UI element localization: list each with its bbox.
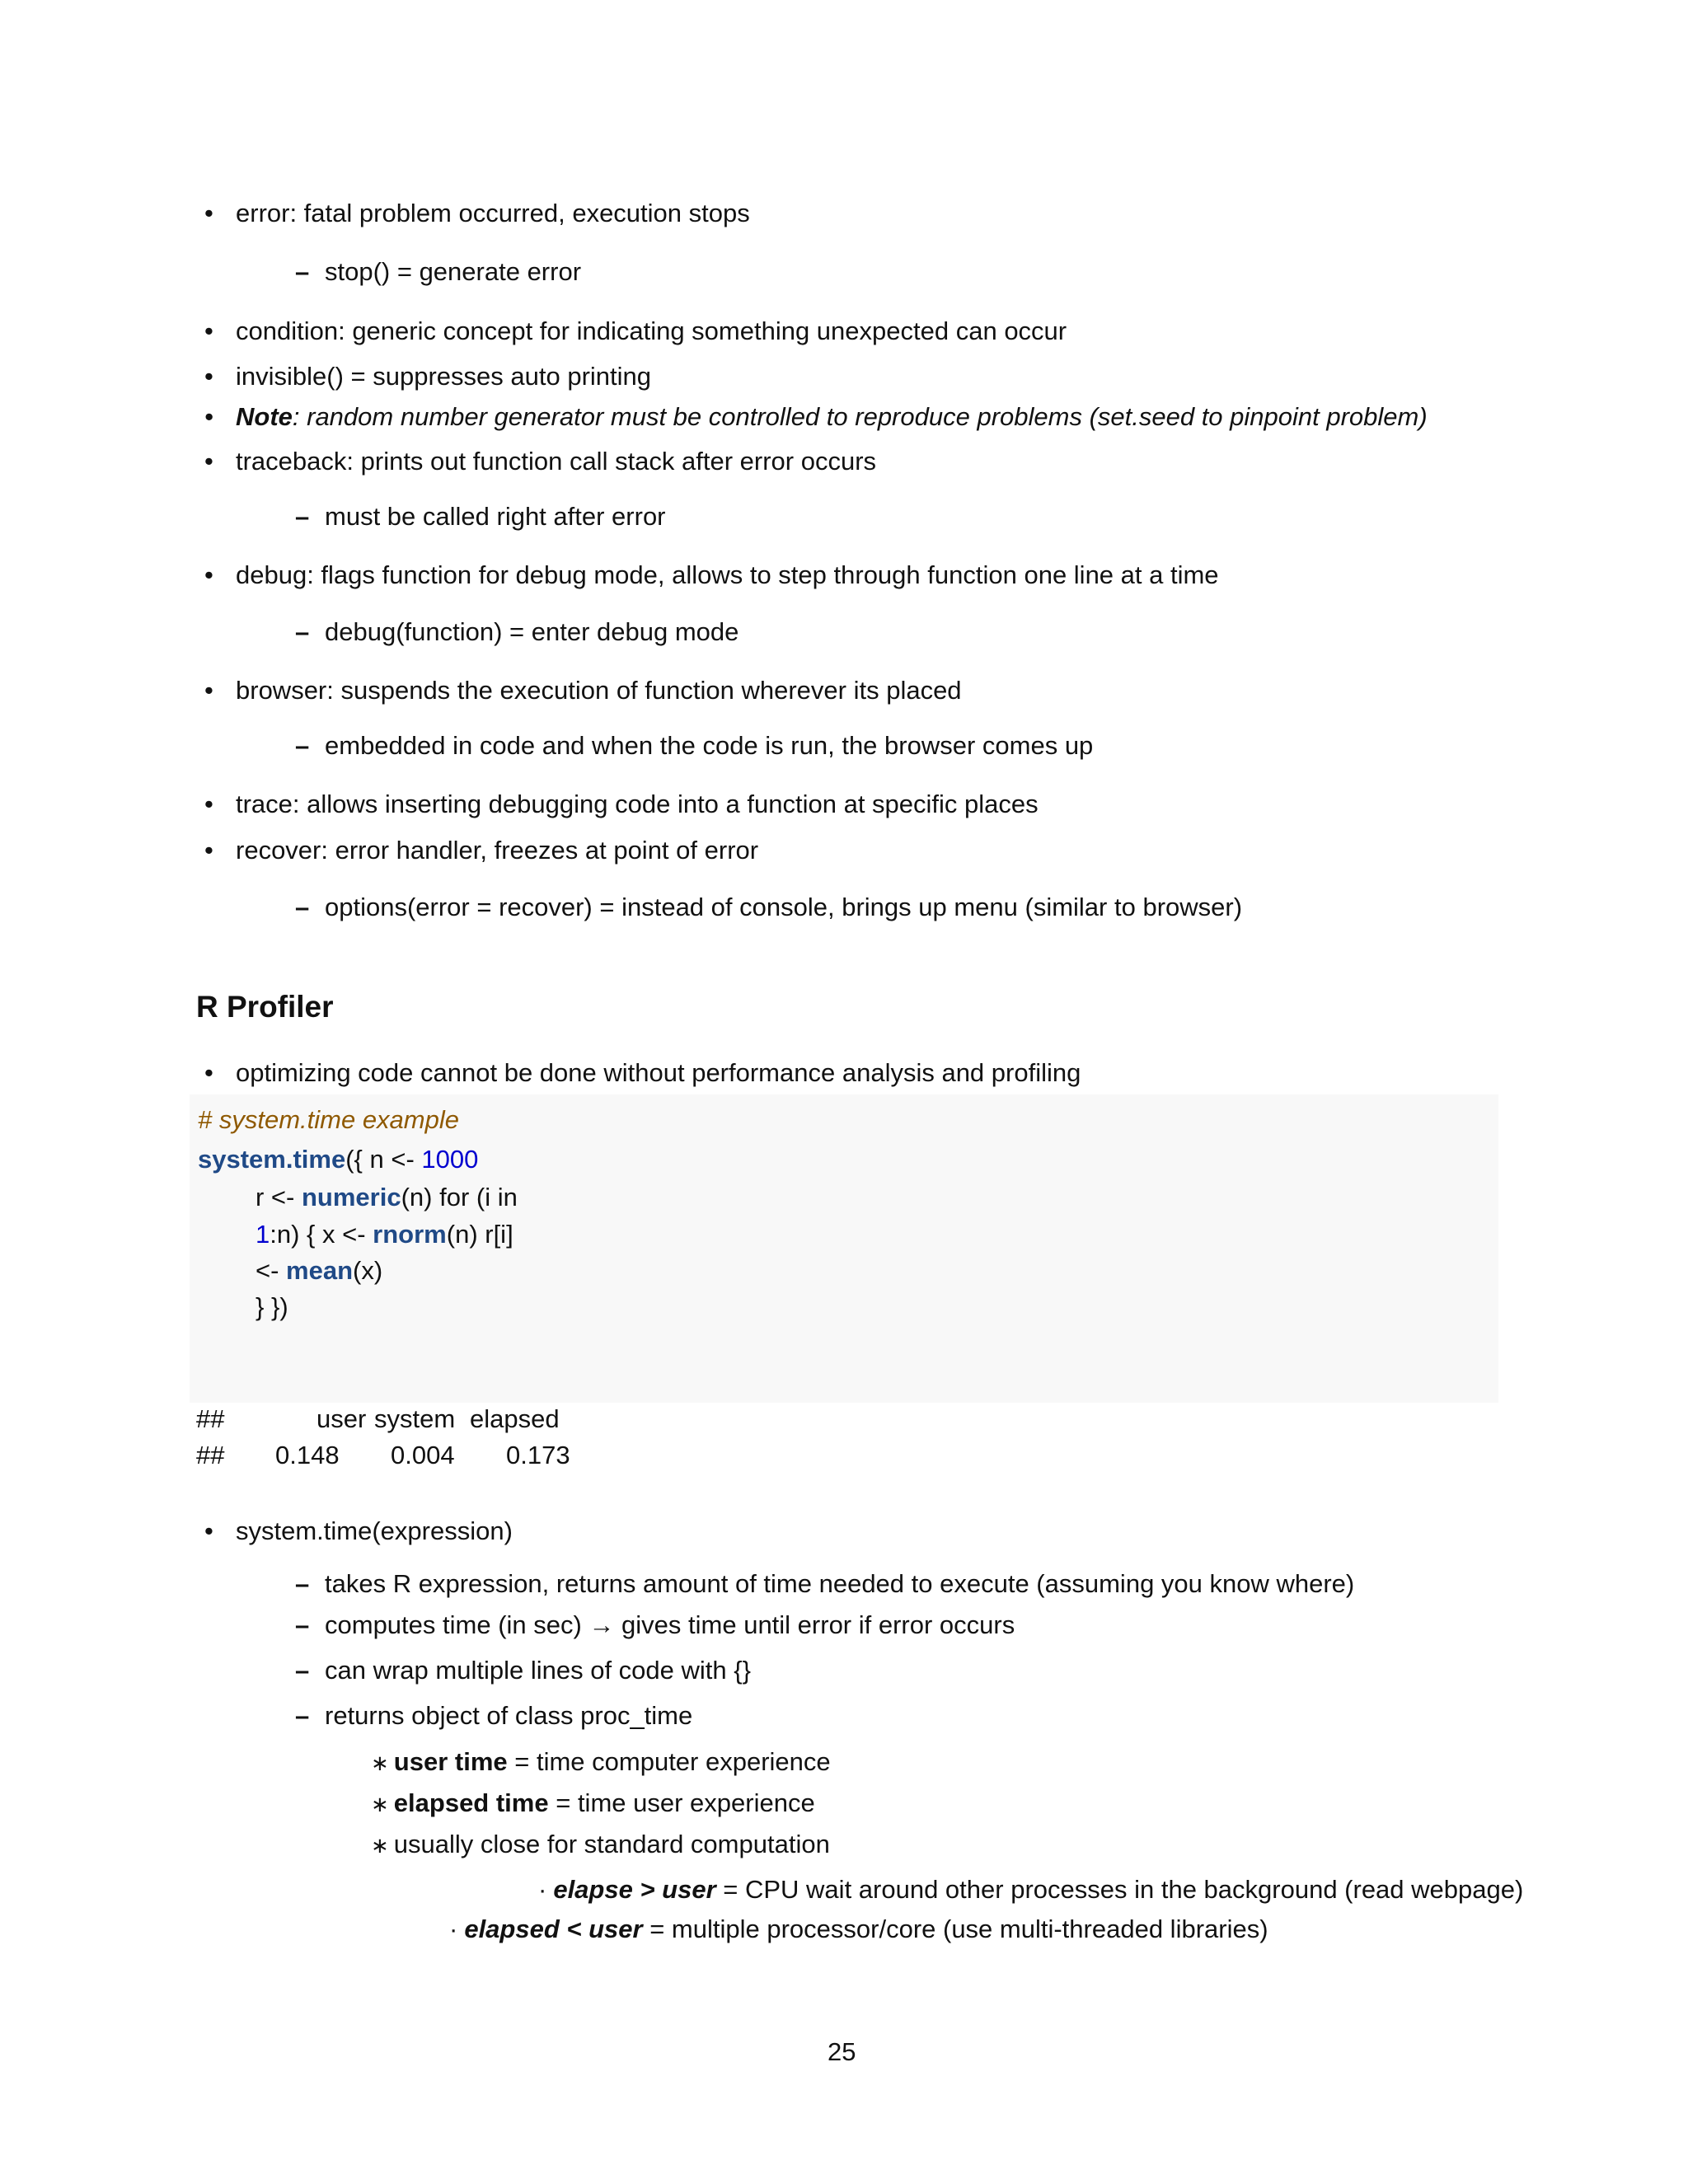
dot-item-elapsed-lt-user: · elapsed < user = multiple processor/core (use multi-threaded libraries): [449, 1915, 1268, 1943]
code-line-5: } }): [256, 1292, 288, 1321]
bullet-recover: • recover: error handler, freezes at point of error: [236, 835, 758, 865]
bullet-traceback: • traceback: prints out function call stack after error occurs: [236, 446, 876, 476]
bullet-invisible: • invisible() = suppresses auto printing: [236, 361, 651, 391]
sub-bullet-browser: – embedded in code and when the code is run, the browser comes up: [325, 730, 1093, 761]
bullet-debug: • debug: flags function for debug mode, allows to step through function one line at a time: [236, 560, 1219, 590]
bullet-browser: • browser: suspends the execution of function wherever its placed: [236, 675, 962, 705]
sub-bullet-recover: – options(error = recover) = instead of console, brings up menu (similar to browser): [325, 892, 1242, 922]
output-values-row: ## 0.148 0.004 0.173: [196, 1441, 570, 1469]
star-item-elapsed-time: ∗ elapsed time = time user experience: [371, 1788, 815, 1817]
sub-bullet-debug: – debug(function) = enter debug mode: [325, 616, 738, 647]
sub-bullet-traceback: – must be called right after error: [325, 501, 666, 532]
bullet-condition: • condition: generic concept for indicating something unexpected can occur: [236, 316, 1067, 346]
code-line-3: 1:n) { x <- rnorm(n) r[i]: [256, 1220, 513, 1249]
sub-bullet-stop: – stop() = generate error: [325, 256, 581, 287]
bullet-error: • error: fatal problem occurred, execution stops: [236, 198, 750, 228]
star-item-user-time: ∗ user time = time computer experience: [371, 1747, 831, 1776]
output-header-row: ## user system elapsed: [196, 1404, 560, 1433]
sub-bullet-takes-expression: – takes R expression, returns amount of time needed to execute (assuming you know where): [325, 1568, 1354, 1599]
star-item-usually-close: ∗ usually close for standard computation: [371, 1830, 830, 1858]
code-comment: # system.time example: [198, 1105, 459, 1134]
page-number: 25: [828, 2037, 856, 2066]
section-heading: R Profiler: [196, 990, 334, 1024]
code-line-2: r <- numeric(n) for (i in: [256, 1183, 518, 1212]
bullet-system-time: • system.time(expression): [236, 1516, 513, 1546]
bullet-note: • Note: random number generator must be controlled to reproduce problems (set.seed to pinpoint problem): [236, 401, 1428, 432]
sub-bullet-computes-time: – computes time (in sec) → gives time until error if error occurs: [325, 1610, 1015, 1640]
code-line-4: <- mean(x): [256, 1256, 383, 1285]
dot-item-elapse-gt-user: · elapse > user = CPU wait around other processes in the background (read webpage): [538, 1875, 1524, 1904]
code-line-1: system.time({ n <- 1000: [198, 1145, 479, 1174]
bullet-trace: • trace: allows inserting debugging code into a function at specific places: [236, 789, 1039, 819]
sub-bullet-wrap-lines: – can wrap multiple lines of code with {}: [325, 1655, 751, 1685]
sub-bullet-proc-time: – returns object of class proc_time: [325, 1700, 692, 1731]
bullet-profiler-intro: • optimizing code cannot be done without performance analysis and profiling: [236, 1057, 1081, 1088]
